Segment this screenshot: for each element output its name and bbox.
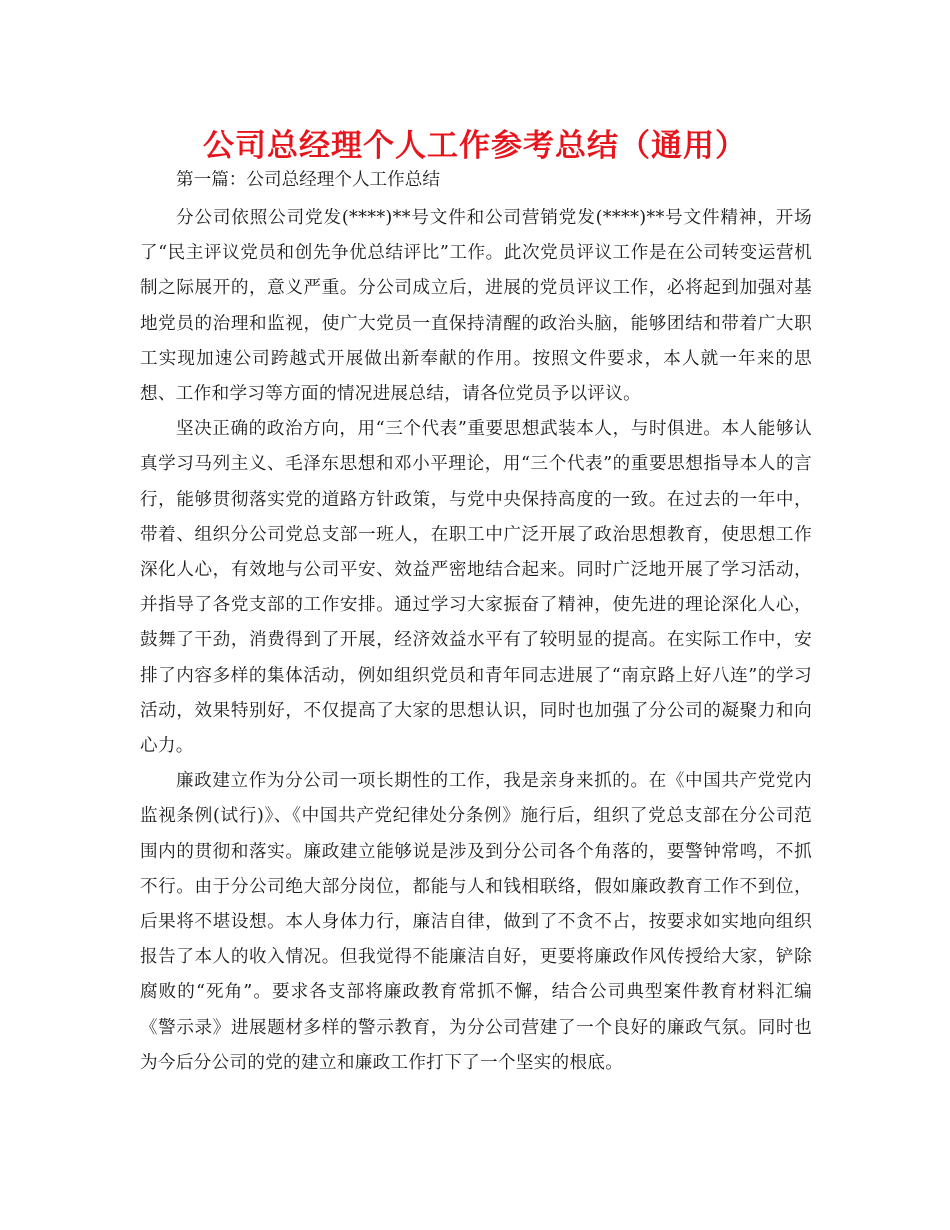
paragraph-1: 分公司依照公司党发(****)**号文件和公司营销党发(****)**号文件精神，开场了“民主评议党员和创先争优总结评比”工作。此次党员评议工作是在公司转变运营机制之际展开的，意义严重。分公司成立后，进展的党员评议工作，必将起到加强对基地党员的治理和监视，使广大党员一直保持清醒的政治头脑，能够团结和带着广大职工实现加速公司跨越式开展做出新奉献的作用。按照文件要求，本人就一年来的思想、工作和学习等方面的情况进展总结，请各位党员予以评议。 — [140, 208, 812, 405]
document-title: 公司总经理个人工作参考总结（通用） — [203, 128, 747, 164]
paragraph-3: 廉政建立作为分公司一项长期性的工作，我是亲身来抓的。在《中国共产党党内监视条例(试行)》、《中国共产党纪律处分条例》施行后，组织了党总支部在分公司范围内的贯彻和落实。廉政建立能够说是涉及到分公司各个角落的，要警钟常鸣，不抓不行。由于分公司绝大部分岗位，都能与人和钱相联络，假如廉政教育工作不到位，后果将不堪设想。本人身体力行，廉洁自律，做到了不贪不占，按要求如实地向组织报告了本人的收入情况。但我觉得不能廉洁自好，更要将廉政作风传授给大家，铲除腐败的“死角”。要求各支部将廉政教育常抓不懈，结合公司典型案件教育材料汇编《警示录》进展题材多样的警示教育，为分公司营建了一个良好的廉政气氛。同时也为今后分公司的党的建立和廉政工作打下了一个坚实的根底。 — [140, 771, 812, 1073]
document-body — [140, 165, 812, 1081]
section-heading: 第一篇：公司总经理个人工作总结 — [176, 170, 440, 190]
paragraph-2: 坚决正确的政治方向，用“三个代表”重要思想武装本人，与时俱进。本人能够认真学习马列主义、毛泽东思想和邓小平理论，用“三个代表”的重要思想指导本人的言行，能够贯彻落实党的道路方针政策，与党中央保持高度的一致。在过去的一年中，带着、组织分公司党总支部一班人，在职工中广泛开展了政治思想教育，使思想工作深化人心，有效地与公司平安、效益严密地结合起来。同时广泛地开展了学习活动，并指导了各党支部的工作安排。通过学习大家振奋了精神，使先进的理论深化人心，鼓舞了干劲，消费得到了开展，经济效益水平有了较明显的提高。在实际工作中，安排了内容多样的集体活动，例如组织党员和青年同志进展了“南京路上好八连”的学习活动，效果特别好，不仅提高了大家的思想认识，同时也加强了分公司的凝聚力和向心力。 — [140, 419, 812, 757]
